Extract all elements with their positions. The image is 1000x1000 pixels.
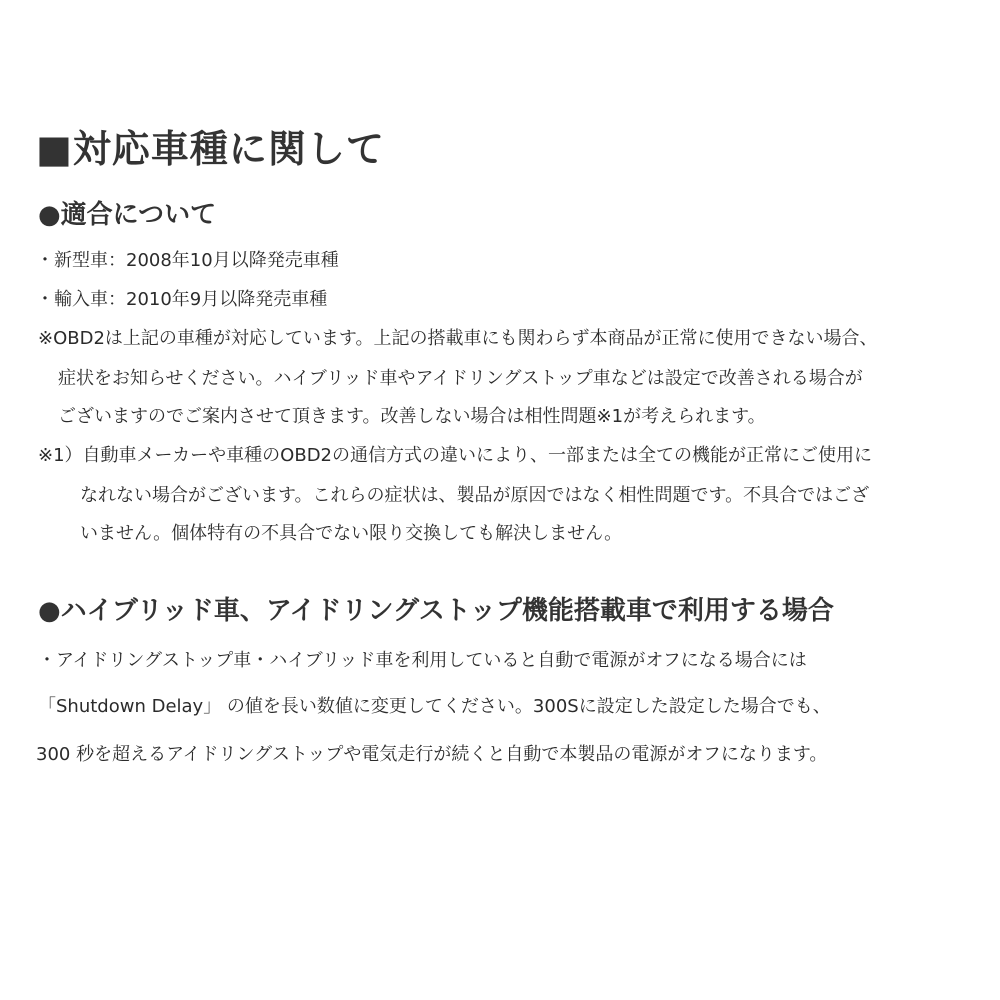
note-line: ございますのでご案内させて頂きます。改善しない場合は相性問題※1が考えられます。 <box>58 406 766 427</box>
footnote-line: いません。個体特有の不具合でない限り交換しても解決しません。 <box>80 523 623 544</box>
page-title: ■対応車種に関して <box>36 127 385 171</box>
footnote-line: ※1）自動車メーカーや車種のOBD2の通信方式の違いにより、一部または全ての機能が正常にご使用に <box>38 445 872 466</box>
list-item-imported-cars: ・輸入車：2010年9月以降発売車種 <box>36 289 328 310</box>
hybrid-text-line: 300 秒を超えるアイドリングストップや電気走行が続くと自動で本製品の電源がオフになります。 <box>36 744 828 765</box>
hybrid-text-line: 「Shutdown Delay」 の値を長い数値に変更してください。300Sに設定した設定した場合でも、 <box>38 696 831 717</box>
list-item-new-cars: ・新型車：2008年10月以降発売車種 <box>36 250 339 271</box>
section-heading-hybrid: ●ハイブリッド車、アイドリングストップ機能搭載車で利用する場合 <box>38 596 834 626</box>
hybrid-text-line: ・アイドリングストップ車・ハイブリッド車を利用していると自動で電源がオフになる場合には <box>38 650 807 671</box>
section-heading-compatibility: ●適合について <box>38 200 217 230</box>
note-line: 症状をお知らせください。ハイブリッド車やアイドリングストップ車などは設定で改善される場合が <box>58 368 863 389</box>
footnote-line: なれない場合がございます。これらの症状は、製品が原因ではなく相性問題です。不具合ではござ <box>80 485 870 506</box>
note-line: ※OBD2は上記の車種が対応しています。上記の搭載車にも関わらず本商品が正常に使用できない場合、 <box>38 328 878 349</box>
